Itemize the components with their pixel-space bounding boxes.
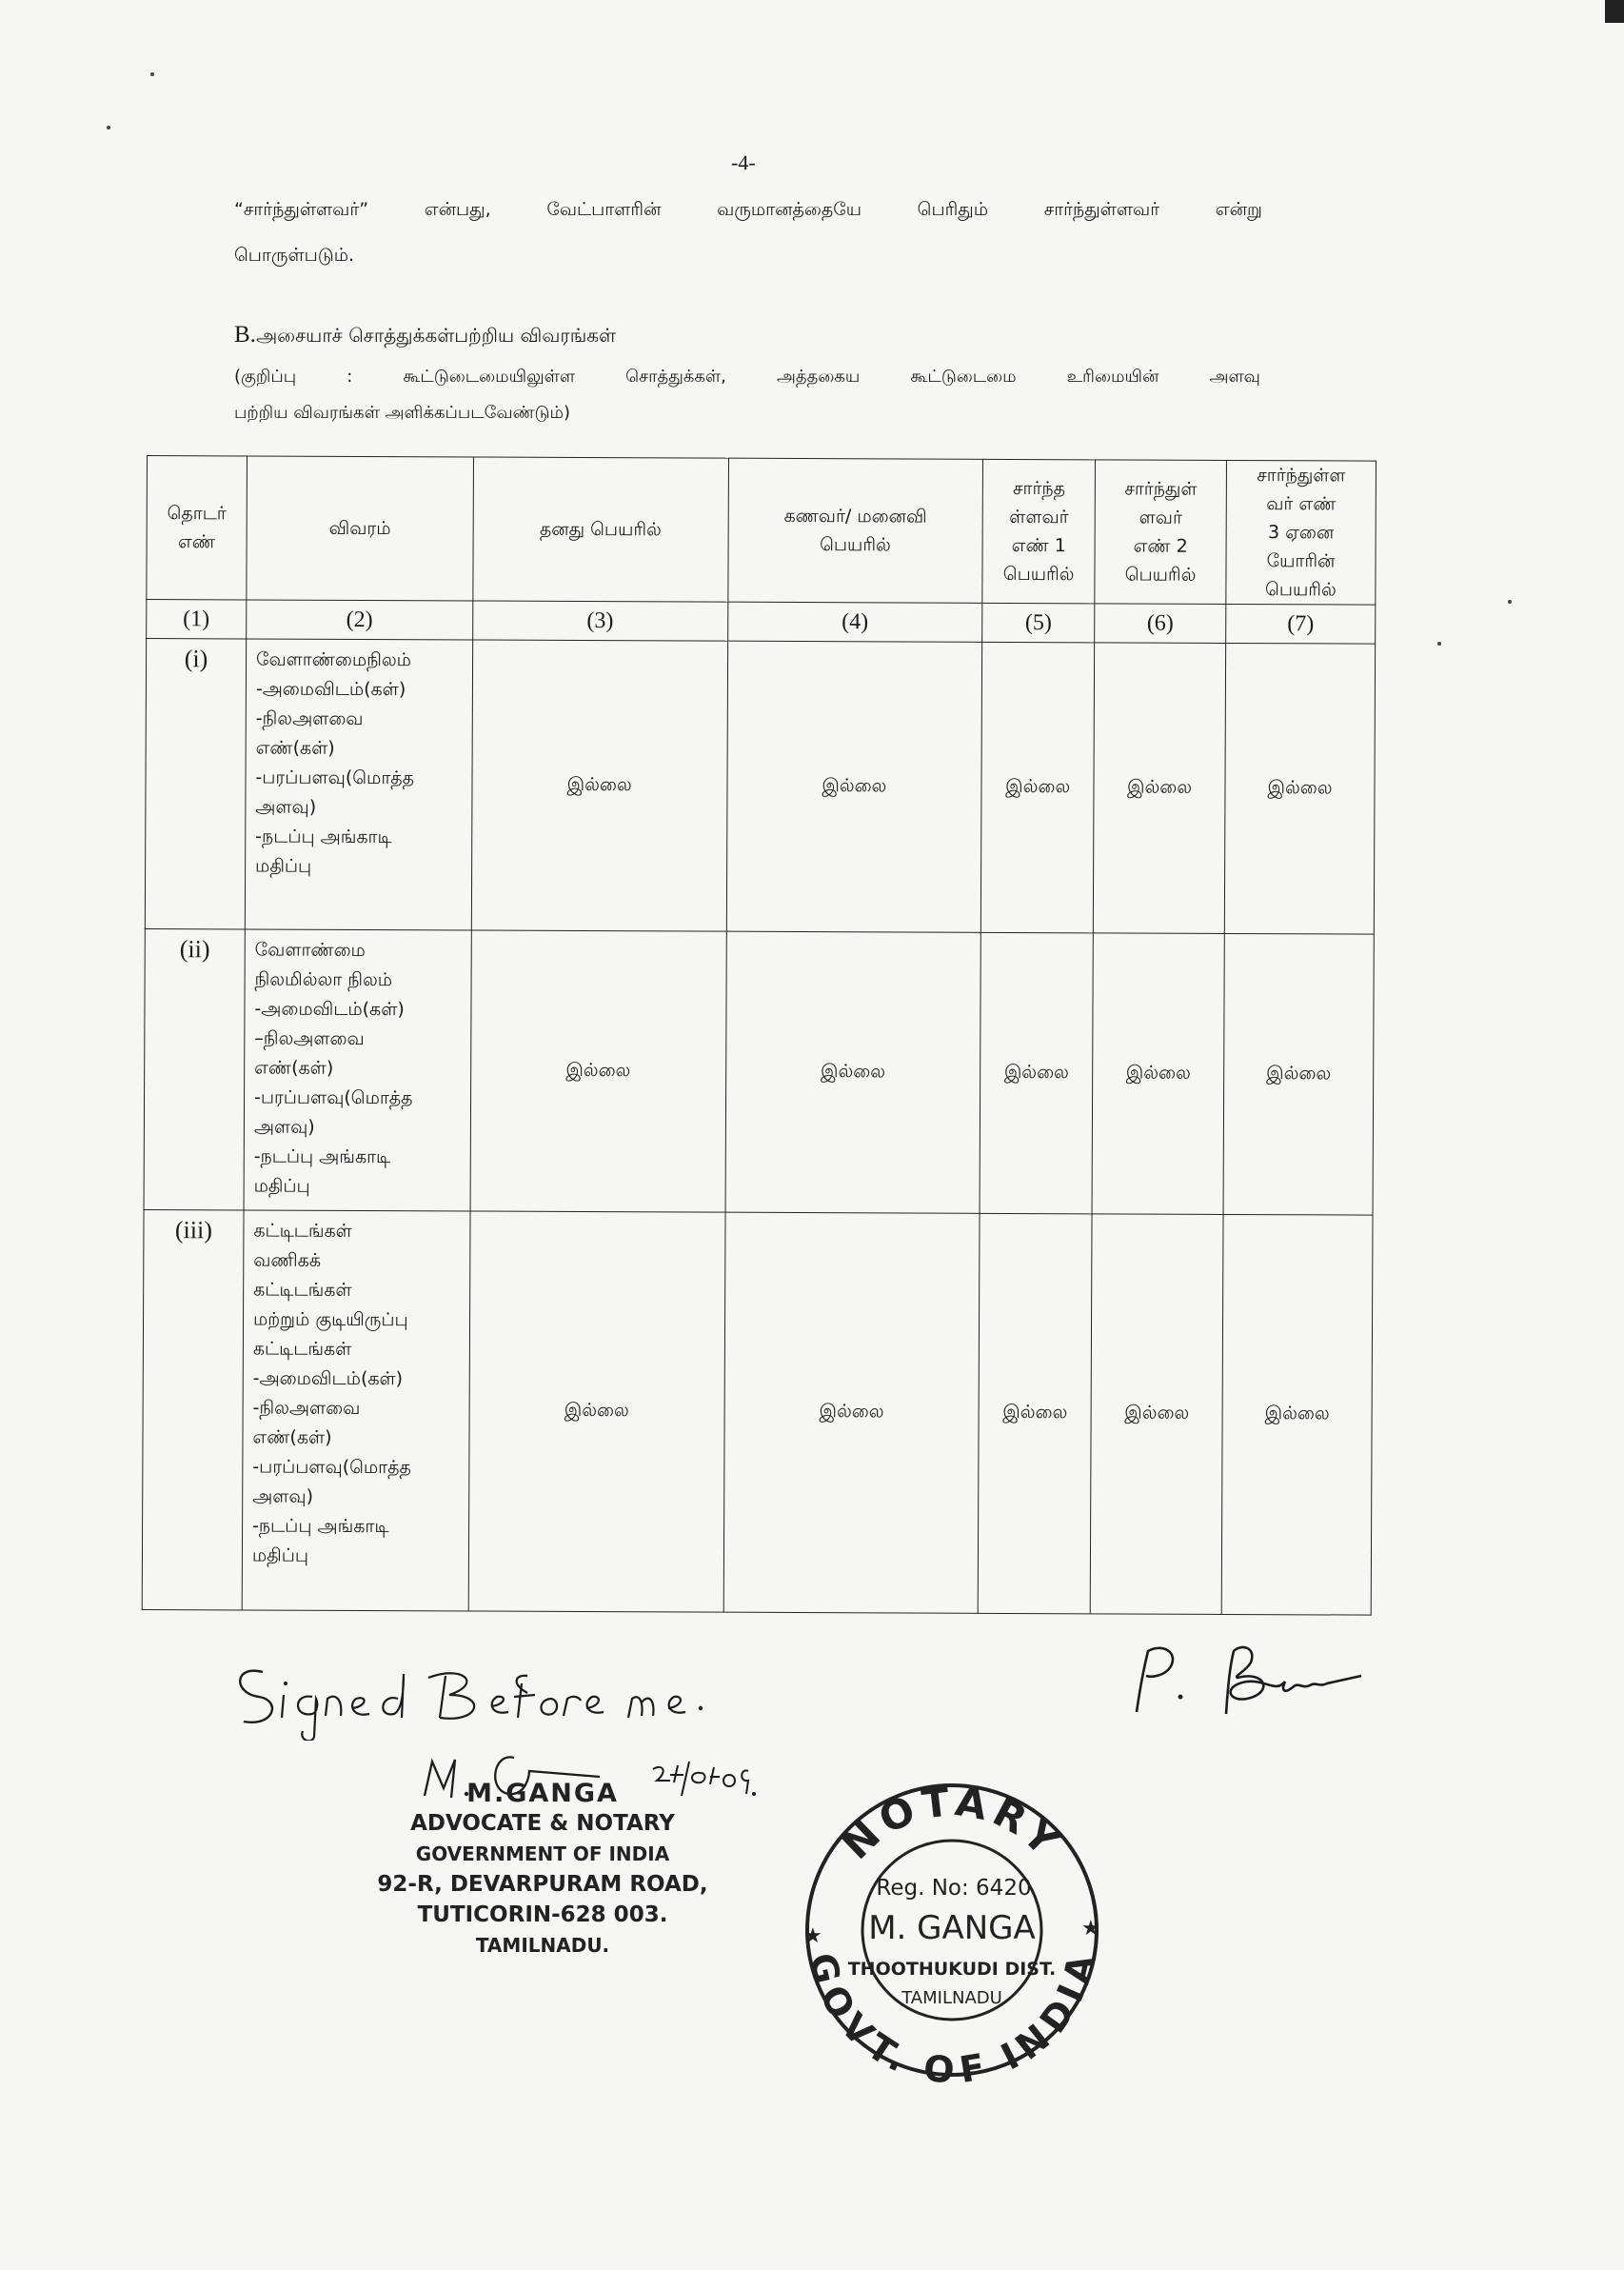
desc-line: கட்டிடங்கள்	[252, 1338, 352, 1360]
desc-line: -நடப்பு அங்காடி	[253, 1145, 391, 1168]
word: :	[347, 367, 353, 387]
note-line-2: பற்றிய விவரங்கள் அளிக்கப்படவேண்டும்)	[234, 403, 571, 423]
header-text: சார்ந்த	[1013, 477, 1066, 500]
definition-line-2: பொருள்படும்.	[234, 245, 355, 266]
handwritten-signed-before-me	[225, 1655, 720, 1741]
header-text: பெயரில்	[1124, 564, 1197, 586]
desc-line: -அமைவிடம்(கள்)	[254, 998, 405, 1021]
header-text: பெயரில்	[1265, 579, 1337, 601]
desc-line: கட்டிடங்கள்	[253, 1220, 352, 1242]
header-text: ள்ளவர்	[1009, 506, 1069, 528]
header-text: ளவர்	[1139, 507, 1183, 528]
column-number: (4)	[727, 602, 982, 642]
definition-paragraph	[234, 187, 1262, 278]
stamp-star-right: ★	[1081, 1917, 1100, 1941]
desc-line: -நிலஅளவை	[255, 707, 364, 729]
stamp-top-text: NOTARY	[832, 1778, 1072, 1869]
word: (குறிப்பு	[234, 367, 297, 387]
notary-title: ADVOCATE & NOTARY	[410, 1811, 675, 1836]
page-number: -4-	[731, 150, 756, 174]
desc-line: -நிலஅளவை	[252, 1397, 361, 1419]
word: சொத்துக்கள்,	[625, 367, 726, 387]
desc-line: -அமைவிடம்(கள்)	[252, 1367, 404, 1390]
stamp-bottom-text: GOVT. OF INDIA	[801, 1948, 1103, 2087]
notary-name: M.GANGA	[466, 1779, 619, 1808]
desc-line: மதிப்பு	[255, 855, 312, 877]
table-row	[145, 639, 1375, 935]
section-heading	[234, 322, 616, 349]
section-title: அசையாச் சொத்துக்கள்பற்றிய விவரங்கள்	[255, 324, 617, 347]
word: பெரிதும்	[917, 199, 989, 220]
notary-state: TAMILNADU.	[475, 1934, 610, 1957]
desc-line: -நடப்பு அங்காடி	[255, 826, 392, 848]
value-spouse: இல்லை	[726, 641, 982, 932]
header-description	[247, 456, 474, 601]
scan-corner-shadow	[1605, 0, 1624, 23]
desc-line: மற்றும் குடியிருப்பு	[252, 1308, 408, 1331]
desc-line: அளவு)	[252, 1485, 314, 1507]
word: என்பது,	[424, 199, 491, 220]
stamp-district: THOOTHUKUDI DIST.	[847, 1959, 1057, 1980]
stamp-state: TAMILNADU	[901, 1988, 1002, 2008]
header-dependent-1	[982, 459, 1096, 604]
column-number-row	[147, 600, 1376, 645]
desc-line: வணிகக்	[253, 1249, 322, 1271]
header-dependent-2	[1095, 460, 1227, 605]
applicant-signature	[1123, 1638, 1380, 1723]
desc-line: வேளாண்மைநிலம்	[255, 648, 412, 671]
header-text: எண்	[178, 531, 216, 553]
value-dependent-2: இல்லை	[1092, 933, 1224, 1215]
notary-stamp	[781, 1773, 1123, 2087]
word: வருமானத்தையே	[717, 199, 862, 220]
scan-speck	[1508, 600, 1512, 604]
header-text: வர் எண்	[1266, 493, 1337, 515]
word: சார்ந்துள்ளவர்	[1043, 199, 1160, 220]
desc-line: வேளாண்மை	[254, 939, 366, 962]
word: “சார்ந்துள்ளவர்”	[234, 199, 369, 220]
desc-line: -பரப்பளவு(மொத்த	[252, 1456, 411, 1479]
section-note	[234, 359, 1260, 431]
value-dependent-3: இல்லை	[1223, 933, 1374, 1215]
row-serial: (i)	[145, 639, 246, 929]
column-number: (2)	[247, 600, 473, 640]
header-text: கணவர்/ மனைவி	[783, 505, 927, 528]
column-number: (3)	[473, 601, 728, 641]
header-text: பெயரில்	[1002, 563, 1075, 586]
header-serial	[147, 456, 248, 600]
stamp-reg-no: Reg. No: 6420	[876, 1876, 1032, 1901]
desc-line: –நிலஅளவை	[254, 1027, 365, 1050]
desc-line: -பரப்பளவு(மொத்த	[253, 1086, 413, 1109]
header-text: தொடர்	[167, 503, 227, 525]
table-row	[144, 928, 1374, 1215]
header-text: எண் 1	[1011, 534, 1066, 557]
row-serial: (ii)	[144, 928, 245, 1209]
word: வேட்பாளரின்	[546, 199, 662, 220]
header-text: எண் 2	[1133, 535, 1188, 557]
header-text: யோரின்	[1266, 550, 1336, 572]
header-self	[473, 457, 728, 602]
desc-line: எண்(கள்)	[254, 1057, 334, 1079]
notary-street: 92-R, DEVARPURAM ROAD,	[377, 1872, 708, 1897]
row-description	[244, 929, 471, 1211]
column-number: (6)	[1095, 604, 1226, 644]
row-description	[245, 639, 472, 930]
scan-speck	[107, 126, 110, 129]
table-header-row	[147, 456, 1376, 606]
definition-line-1	[234, 187, 1262, 232]
header-text: பெயரில்	[820, 534, 891, 556]
header-dependent-3	[1226, 460, 1376, 605]
value-dependent-3: இல்லை	[1224, 643, 1375, 934]
stamp-name: M. GANGA	[868, 1909, 1036, 1947]
word: என்று	[1215, 199, 1262, 220]
column-number: (1)	[147, 600, 247, 639]
word: கூட்டுடைமையிலுள்ள	[403, 367, 576, 387]
stamp-star-left: ★	[803, 1924, 822, 1948]
column-number: (7)	[1226, 604, 1376, 644]
table-row	[142, 1209, 1373, 1615]
desc-line: மதிப்பு	[251, 1544, 309, 1566]
desc-line: எண்(கள்)	[255, 737, 335, 759]
header-text: சார்ந்துள்ள	[1257, 465, 1346, 487]
notary-city: TUTICORIN-628 003.	[417, 1902, 668, 1927]
value-dependent-2: இல்லை	[1090, 1214, 1223, 1615]
value-dependent-1: இல்லை	[978, 1213, 1092, 1614]
scan-speck	[150, 72, 154, 76]
word: அளவு	[1209, 367, 1260, 387]
word: கூட்டுடைமை	[910, 367, 1017, 387]
header-spouse	[727, 458, 982, 603]
header-text: சார்ந்துள்	[1124, 478, 1198, 500]
value-spouse: இல்லை	[723, 1212, 980, 1613]
desc-line: அளவு)	[255, 796, 317, 818]
value-spouse: இல்லை	[725, 931, 981, 1213]
value-dependent-1: இல்லை	[981, 642, 1095, 933]
desc-line: எண்(கள்)	[252, 1426, 332, 1448]
scan-speck	[1437, 642, 1441, 646]
desc-line: -நடப்பு அங்காடி	[251, 1515, 389, 1538]
desc-line: அளவு)	[253, 1116, 315, 1138]
desc-line: கட்டிடங்கள்	[253, 1279, 352, 1301]
desc-line: நிலமில்லா நிலம்	[254, 968, 393, 991]
desc-line: -அமைவிடம்(கள்)	[255, 678, 406, 701]
value-dependent-2: இல்லை	[1093, 643, 1225, 934]
column-number: (5)	[982, 603, 1095, 643]
value-self: இல்லை	[471, 640, 727, 931]
word: அத்தகைய	[776, 367, 861, 387]
note-line-1	[234, 359, 1260, 395]
word: உரிமையின்	[1066, 367, 1159, 387]
value-dependent-1: இல்லை	[980, 932, 1093, 1214]
immovable-assets-table	[142, 455, 1376, 1616]
value-self: இல்லை	[468, 1211, 725, 1612]
row-description	[242, 1210, 470, 1611]
desc-line: மதிப்பு	[253, 1175, 310, 1197]
header-text: விவரம்	[328, 517, 391, 540]
row-serial: (iii)	[142, 1209, 244, 1609]
value-self: இல்லை	[470, 930, 726, 1212]
desc-line: -பரப்பளவு(மொத்த	[255, 767, 415, 789]
header-text: 3 ஏனை	[1267, 522, 1335, 544]
value-dependent-3: இல்லை	[1221, 1214, 1373, 1615]
header-text: தனது பெயரில்	[539, 518, 662, 541]
section-letter: B.	[234, 322, 256, 348]
notary-address-block	[343, 1779, 743, 1961]
notary-government: GOVERNMENT OF INDIA	[415, 1842, 670, 1865]
